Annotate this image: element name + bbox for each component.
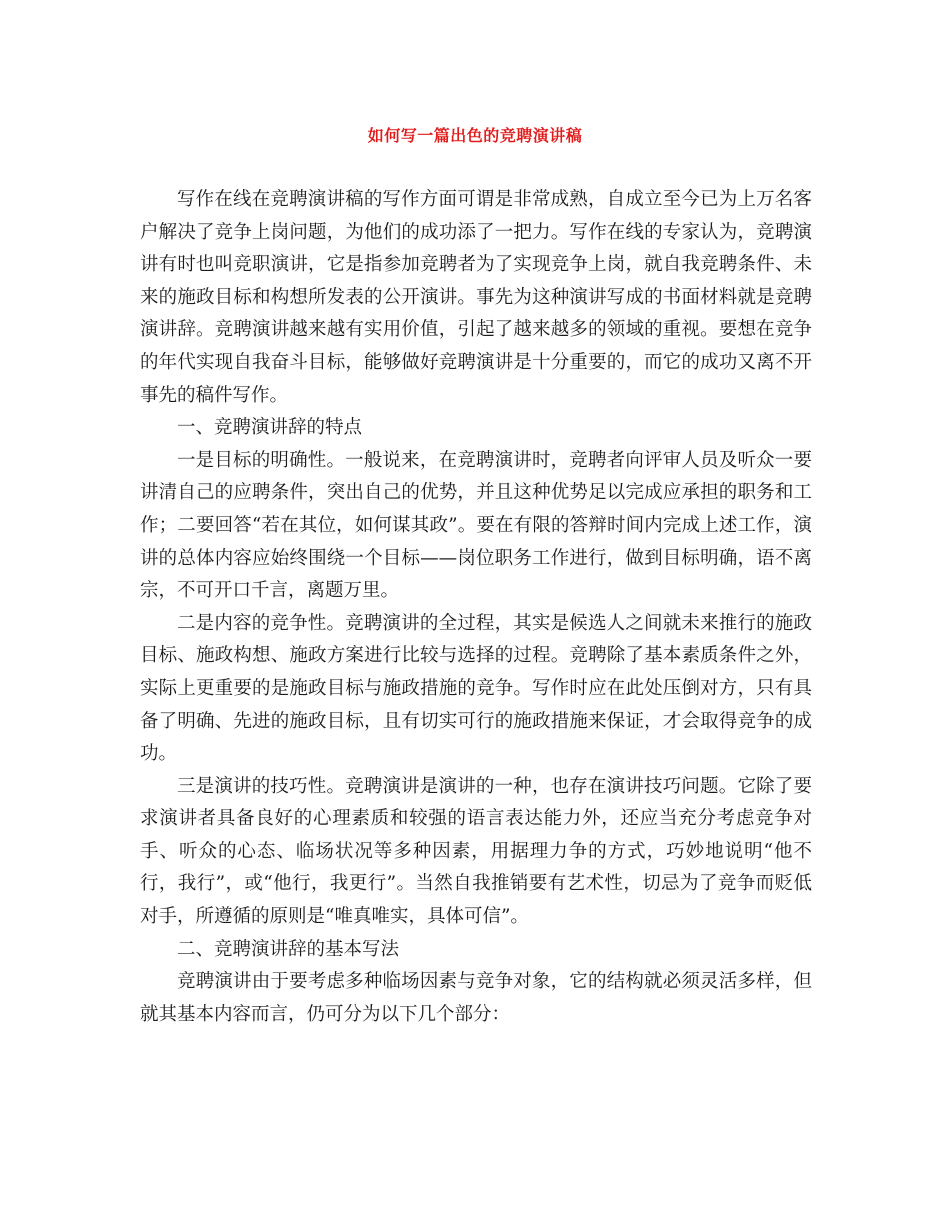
document-title: 如何写一篇出色的竞聘演讲稿: [367, 126, 583, 145]
paragraph-feature-3: 三是演讲的技巧性。竞聘演讲是演讲的一种，也存在演讲技巧问题。它除了要求演讲者具备良好的心理素质和较强的语言表达能力外，还应当充分考虑竞争对手、听众的心态、临场状况等多种因素，用据理力争的方式，巧妙地说明“他不行，我行”，或“他行，我更行”。当然自我推销要有艺术性，切忌为了竞争而贬低对手，所遵循的原则是“唯真唯实，具体可信”。: [140, 775, 812, 928]
section-heading-features: 一、竞聘演讲辞的特点: [177, 417, 363, 439]
document-body: [140, 184, 812, 1031]
paragraph-feature-1: 一是目标的明确性。一般说来，在竞聘演讲时，竞聘者向评审人员及听众一要讲清自己的应聘条件，突出自己的优势，并且这种优势足以完成应承担的职务和工作；二要回答“若在其位，如何谋其政”。要在有限的答辩时间内完成上述工作，演讲的总体内容应始终围绕一个目标——岗位职务工作进行，做到目标明确，语不离宗，不可开口千言，离题万里。: [140, 449, 812, 602]
paragraph-intro: 写作在线在竞聘演讲稿的写作方面可谓是非常成熟，自成立至今已为上万名客户解决了竞争上岗问题，为他们的成功添了一把力。写作在线的专家认为，竞聘演讲有时也叫竞职演讲，它是指参加竞聘者为了实现竞争上岗，就自我竞聘条件、未来的施政目标和构想所发表的公开演讲。事先为这种演讲写成的书面材料就是竞聘演讲辞。竞聘演讲越来越有实用价值，引起了越来越多的领域的重视。要想在竞争的年代实现自我奋斗目标，能够做好竞聘演讲是十分重要的，而它的成功又离不开事先的稿件写作。: [140, 189, 812, 406]
section-heading-writing: 二、竞聘演讲辞的基本写法: [177, 938, 400, 960]
paragraph-structure: 竞聘演讲由于要考虑多种临场因素与竞争对象，它的结构就必须灵活多样，但就其基本内容而言，仍可分为以下几个部分：: [140, 971, 812, 1025]
paragraph-feature-2: 二是内容的竞争性。竞聘演讲的全过程，其实是候选人之间就未来推行的施政目标、施政构想、施政方案进行比较与选择的过程。竞聘除了基本素质条件之外，实际上更重要的是施政目标与施政措施的竞争。写作时应在此处压倒对方，只有具备了明确、先进的施政目标，且有切实可行的施政措施来保证，才会取得竞争的成功。: [140, 612, 812, 765]
